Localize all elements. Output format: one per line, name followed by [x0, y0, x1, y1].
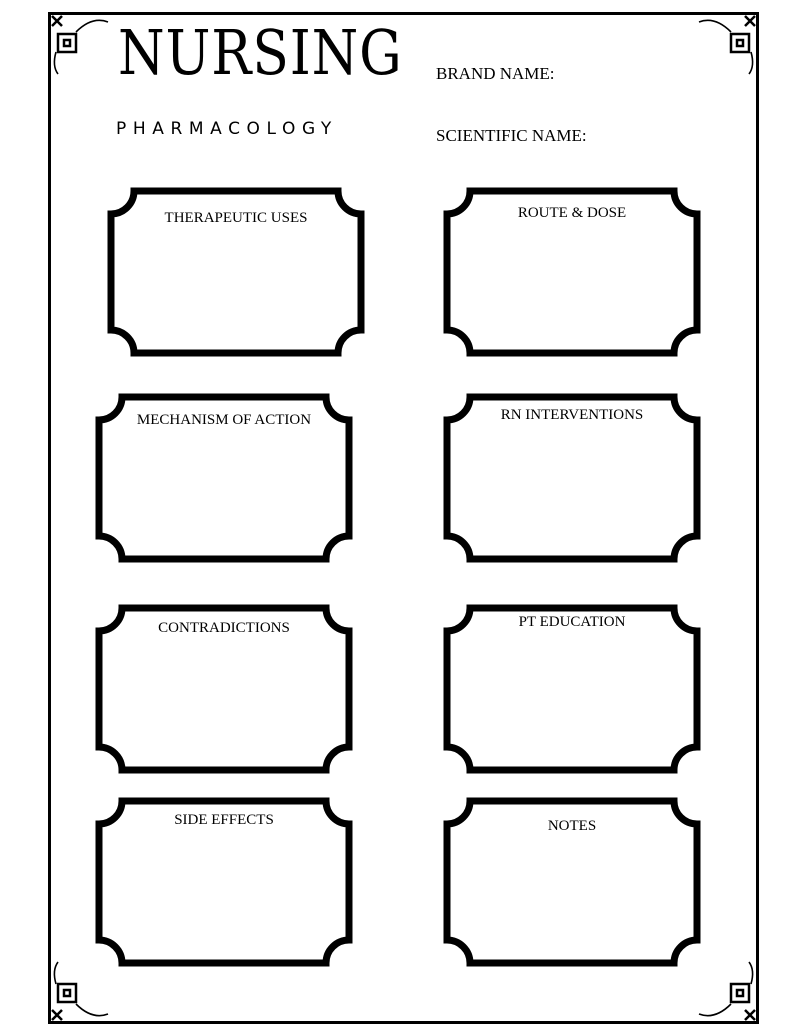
route-dose-box[interactable] — [442, 186, 702, 358]
side-effects-box[interactable] — [94, 796, 354, 968]
scientific-name-label: SCIENTIFIC NAME: — [436, 126, 587, 145]
contradictions-label: CONTRADICTIONS — [158, 620, 290, 636]
pt-education-label: PT EDUCATION — [518, 614, 626, 630]
side-effects-label: SIDE EFFECTS — [174, 812, 274, 828]
route-dose-label: ROUTE & DOSE — [517, 205, 627, 221]
contradictions-box[interactable] — [94, 603, 354, 775]
brand-name-label: BRAND NAME: — [436, 64, 555, 83]
therapeutic-uses-box[interactable] — [106, 186, 366, 358]
page-title: NURSING — [118, 16, 403, 89]
mechanism-of-action-label: MECHANISM OF ACTION — [136, 412, 312, 428]
corner-ornament-bottom-left-icon — [48, 960, 112, 1024]
corner-ornament-bottom-right-icon — [695, 960, 759, 1024]
page-subtitle: PHARMACOLOGY — [116, 119, 338, 139]
notes-label: NOTES — [547, 818, 597, 834]
pt-education-box[interactable] — [442, 603, 702, 775]
notes-box[interactable] — [442, 796, 702, 968]
corner-ornament-top-left-icon — [48, 12, 112, 76]
therapeutic-uses-label: THERAPEUTIC USES — [164, 210, 308, 226]
corner-ornament-top-right-icon — [695, 12, 759, 76]
rn-interventions-box[interactable] — [442, 392, 702, 564]
mechanism-of-action-box[interactable] — [94, 392, 354, 564]
rn-interventions-label: RN INTERVENTIONS — [500, 407, 644, 423]
